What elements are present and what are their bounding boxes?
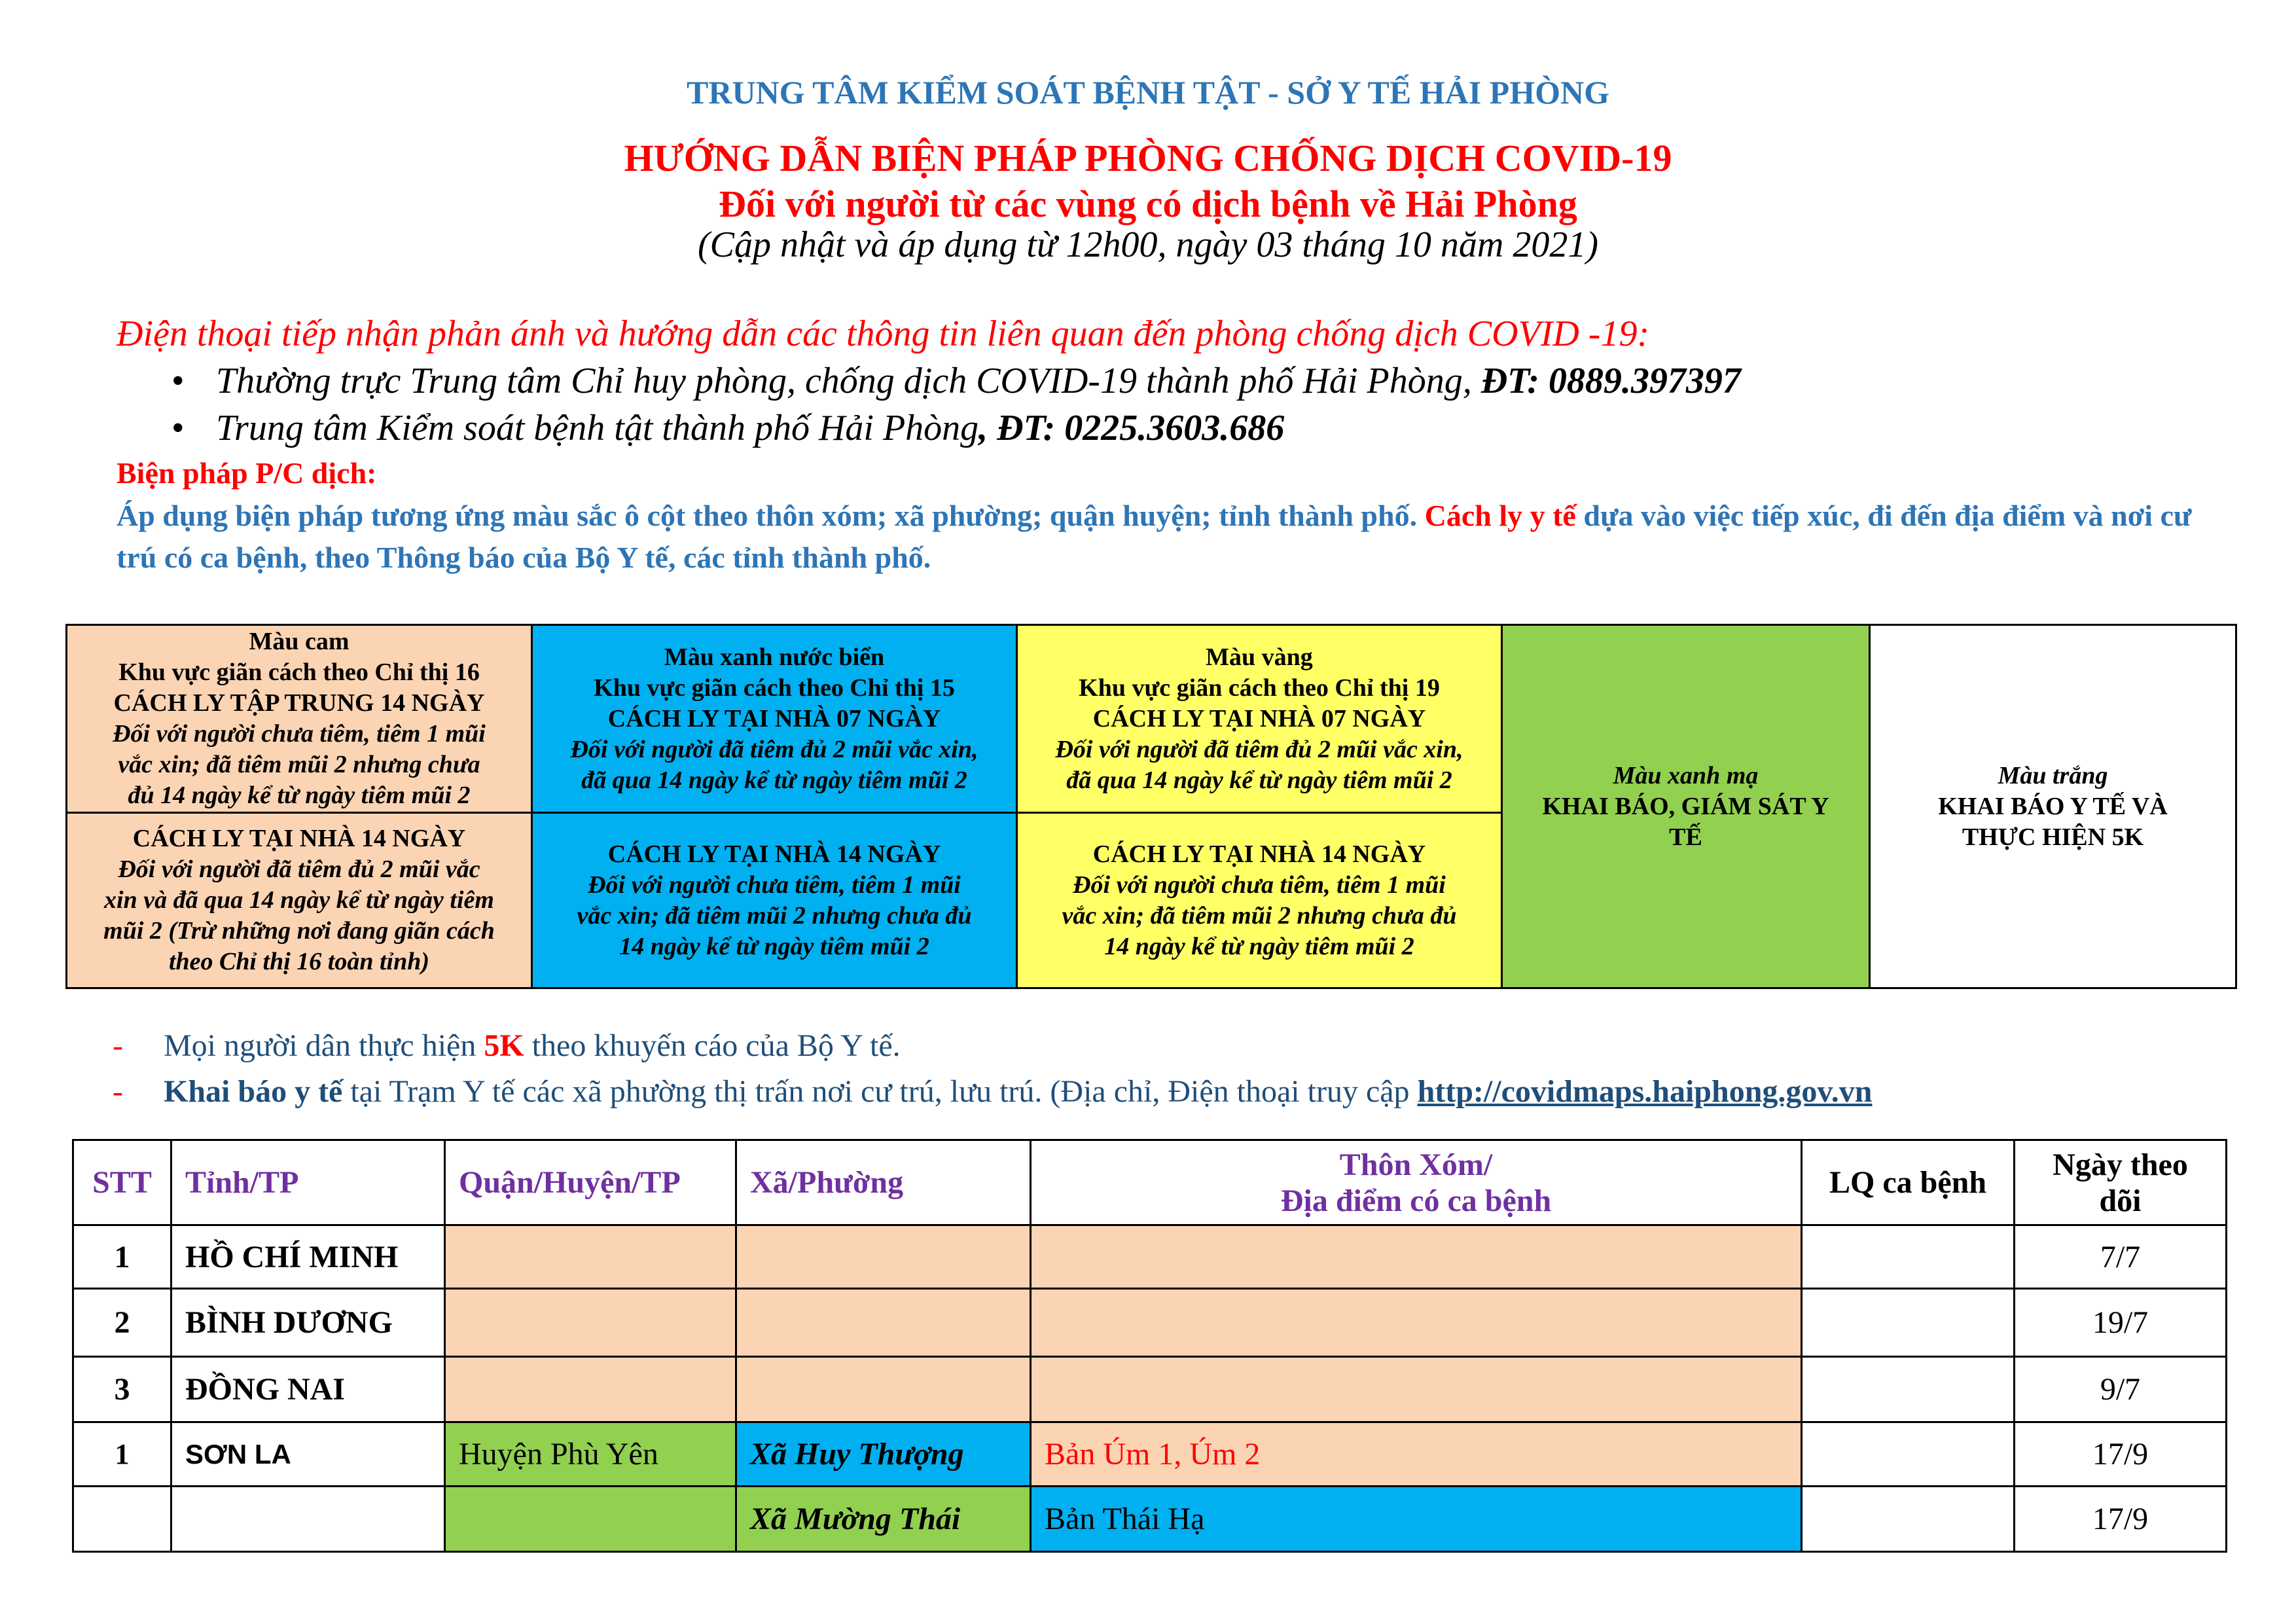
legend-condition: đã qua 14 ngày kể từ ngày tiêm mũi 2	[1066, 766, 1452, 794]
legend-condition: theo Chỉ thị 16 toàn tỉnh)	[168, 948, 430, 975]
table-row	[73, 1487, 2227, 1552]
cell-stt: 1	[73, 1225, 171, 1289]
legend-color-name: Màu trắng	[1998, 761, 2108, 789]
measures-text	[117, 495, 2204, 579]
table-row	[73, 1422, 2227, 1487]
legend-condition: vắc xin; đã tiêm mũi 2 nhưng chưa đủ	[577, 901, 972, 929]
table-row	[73, 1289, 2227, 1357]
legend-condition: Đối với người đã tiêm đủ 2 mũi vắc xin,	[570, 735, 978, 763]
legend-directive: Khu vực giãn cách theo Chỉ thị 15	[594, 674, 955, 702]
hotline-intro: Điện thoại tiếp nhận phản ánh và hướng dẫn các thông tin liên quan đến phòng chống dịch COVID -19:	[117, 314, 1650, 354]
cell-district	[445, 1225, 736, 1289]
cell-district	[445, 1357, 736, 1422]
cell-village	[1031, 1225, 1802, 1289]
cell-related	[1802, 1487, 2015, 1552]
cell-stt	[73, 1487, 171, 1552]
legend-rule: CÁCH LY TẠI NHÀ 07 NGÀY	[607, 704, 941, 732]
legend-orange-top	[67, 626, 533, 814]
table-header-row	[73, 1140, 2227, 1225]
cell-date: 17/9	[2015, 1422, 2227, 1487]
cell-province	[171, 1487, 445, 1552]
cell-province: ĐỒNG NAI	[171, 1357, 445, 1422]
legend-condition: 14 ngày kể từ ngày tiêm mũi 2	[619, 932, 929, 960]
legend-cyan-top	[533, 626, 1018, 814]
cell-ward	[736, 1225, 1031, 1289]
legend-yellow-top	[1018, 626, 1503, 814]
legend-condition: vắc xin; đã tiêm mũi 2 nhưng chưa đủ	[1062, 901, 1457, 929]
cell-related	[1802, 1289, 2015, 1357]
legend-condition: Đối với người chưa tiêm, tiêm 1 mũi	[588, 871, 961, 899]
legend-condition: vắc xin; đã tiêm mũi 2 nhưng chưa	[118, 751, 480, 778]
legend-color-name: Màu xanh mạ	[1613, 761, 1759, 789]
organization-name: TRUNG TÂM KIỂM SOÁT BỆNH TẬT - SỞ Y TẾ HẢI PHÒNG	[687, 74, 1609, 111]
cell-stt: 1	[73, 1422, 171, 1487]
legend-rule: KHAI BÁO, GIÁM SÁT Y	[1542, 792, 1829, 820]
legend-green	[1503, 626, 1871, 987]
header-stt: STT	[73, 1140, 171, 1225]
cell-village	[1031, 1289, 1802, 1357]
cases-table	[72, 1139, 2227, 1553]
color-legend	[65, 624, 2237, 989]
note-highlight: 5K	[484, 1028, 524, 1063]
cell-related	[1802, 1225, 2015, 1289]
cell-province: BÌNH DƯƠNG	[171, 1289, 445, 1357]
legend-condition: Đối với người đã tiêm đủ 2 mũi vắc xin,	[1055, 735, 1463, 763]
legend-directive: Khu vực giãn cách theo Chỉ thị 16	[118, 659, 480, 686]
cell-date: 7/7	[2015, 1225, 2227, 1289]
hotline-phone: , ĐT: 0225.3603.686	[978, 408, 1285, 448]
cell-ward	[736, 1357, 1031, 1422]
header-province: Tỉnh/TP	[171, 1140, 445, 1225]
note-text: Mọi người dân thực hiện	[164, 1028, 484, 1063]
legend-condition: Đối với người chưa tiêm, tiêm 1 mũi	[1073, 871, 1446, 899]
header-date	[2015, 1140, 2227, 1225]
header-ward: Xã/Phường	[736, 1140, 1031, 1225]
legend-rule: CÁCH LY TẠI NHÀ 14 NGÀY	[1092, 840, 1426, 868]
legend-rule: CÁCH LY TẠI NHÀ 14 NGÀY	[132, 825, 466, 852]
cell-province: SƠN LA	[171, 1422, 445, 1487]
cell-stt: 2	[73, 1289, 171, 1357]
header-date-line2: dõi	[2099, 1183, 2142, 1218]
cell-date: 9/7	[2015, 1357, 2227, 1422]
cell-ward: Xã Mường Thái	[736, 1487, 1031, 1552]
document-subtitle: Đối với người từ các vùng có dịch bệnh về Hải Phòng	[719, 183, 1577, 225]
measures-text-a: Áp dụng biện pháp tương ứng màu sắc ô cột theo thôn xóm; xã phường; quận huyện; tỉnh thành phố.	[117, 499, 1425, 532]
legend-condition: đã qua 14 ngày kể từ ngày tiêm mũi 2	[581, 766, 967, 794]
legend-rule: TẾ	[1669, 823, 1702, 851]
note-5k	[164, 1028, 901, 1064]
table-row	[73, 1357, 2227, 1422]
legend-directive: Khu vực giãn cách theo Chỉ thị 19	[1079, 674, 1440, 702]
hotline-item-text: Thường trực Trung tâm Chỉ huy phòng, chống dịch COVID-19 thành phố Hải Phòng,	[216, 361, 1481, 401]
cell-related	[1802, 1357, 2015, 1422]
legend-rule: CÁCH LY TẠI NHÀ 14 NGÀY	[607, 840, 941, 868]
hotline-item-text: Trung tâm Kiểm soát bệnh tật thành phố Hải Phòng	[216, 408, 979, 448]
header-village	[1031, 1140, 1802, 1225]
cell-district	[445, 1289, 736, 1357]
cell-date: 19/7	[2015, 1289, 2227, 1357]
legend-color-name: Màu vàng	[1206, 643, 1313, 671]
note-health-declaration	[164, 1074, 1872, 1110]
cell-village: Bản Úm 1, Úm 2	[1031, 1422, 1802, 1487]
measures-text-highlight: Cách ly y tế	[1424, 499, 1576, 532]
legend-color-name: Màu xanh nước biển	[664, 643, 885, 671]
cell-ward	[736, 1289, 1031, 1357]
legend-condition: mũi 2 (Trừ những nơi đang giãn cách	[103, 917, 495, 945]
legend-color-name: Màu cam	[249, 628, 350, 655]
legend-condition: Đối với người chưa tiêm, tiêm 1 mũi	[113, 720, 486, 748]
legend-white	[1871, 626, 2235, 987]
legend-rule: CÁCH LY TẠI NHÀ 07 NGÀY	[1092, 704, 1426, 732]
table-row	[73, 1225, 2227, 1289]
hotline-item-cdc	[216, 407, 1284, 449]
cell-district	[445, 1487, 736, 1552]
legend-rule: KHAI BÁO Y TẾ VÀ	[1938, 792, 2168, 820]
legend-condition: Đối với người đã tiêm đủ 2 mũi vắc	[118, 856, 480, 883]
legend-condition: đủ 14 ngày kể từ ngày tiêm mũi 2	[128, 782, 471, 809]
covidmaps-link[interactable]: http://covidmaps.haiphong.gov.vn	[1417, 1074, 1873, 1109]
note-text: tại Trạm Y tế các xã phường thị trấn nơi cư trú, lưu trú. (Địa chỉ, Điện thoại truy cập	[342, 1074, 1418, 1109]
update-notice: (Cập nhật và áp dụng từ 12h00, ngày 03 tháng 10 năm 2021)	[697, 225, 1599, 265]
note-highlight: Khai báo y tế	[164, 1074, 343, 1109]
header-district: Quận/Huyện/TP	[445, 1140, 736, 1225]
legend-cyan-bottom	[533, 814, 1018, 987]
cell-province: HỒ CHÍ MINH	[171, 1225, 445, 1289]
header-village-line1: Thôn Xóm/	[1339, 1147, 1493, 1182]
cell-district: Huyện Phù Yên	[445, 1422, 736, 1487]
cell-stt: 3	[73, 1357, 171, 1422]
note-text: theo khuyến cáo của Bộ Y tế.	[524, 1028, 901, 1063]
document-title: HƯỚNG DẪN BIỆN PHÁP PHÒNG CHỐNG DỊCH COVID-19	[624, 137, 1672, 179]
measures-label: Biện pháp P/C dịch:	[117, 456, 377, 490]
legend-rule: CÁCH LY TẬP TRUNG 14 NGÀY	[113, 689, 485, 717]
header-related: LQ ca bệnh	[1802, 1140, 2015, 1225]
cell-related	[1802, 1422, 2015, 1487]
header-date-line1: Ngày theo	[2053, 1147, 2188, 1182]
cell-date: 17/9	[2015, 1487, 2227, 1552]
legend-orange-bottom	[67, 814, 533, 987]
cell-village: Bản Thái Hạ	[1031, 1487, 1802, 1552]
hotline-phone: ĐT: 0889.397397	[1480, 361, 1741, 401]
legend-condition: 14 ngày kể từ ngày tiêm mũi 2	[1104, 932, 1414, 960]
header-village-line2: Địa điểm có ca bệnh	[1280, 1183, 1552, 1218]
legend-rule: THỰC HIỆN 5K	[1962, 823, 2144, 851]
legend-condition: xin và đã qua 14 ngày kể từ ngày tiêm	[104, 886, 494, 914]
hotline-item-command-center	[216, 360, 1741, 402]
measures-text-c: dựa vào việc tiếp xúc, đi đến địa điểm và nơi cư trú có ca bệnh, theo Thông báo của Bộ Y tế, các tỉnh thành phố.	[117, 499, 2192, 574]
legend-yellow-bottom	[1018, 814, 1503, 987]
cell-ward: Xã Huy Thượng	[736, 1422, 1031, 1487]
cell-village	[1031, 1357, 1802, 1422]
